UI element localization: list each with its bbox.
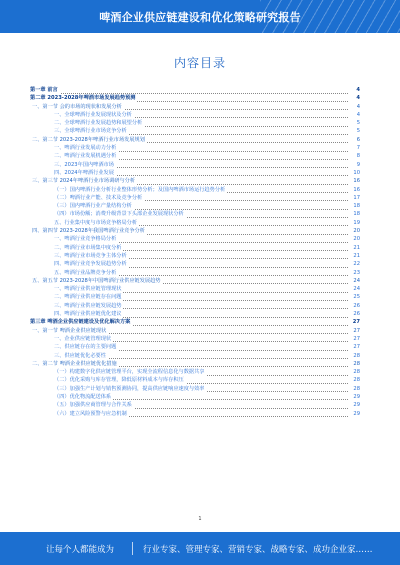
toc-entry[interactable] <box>30 285 360 293</box>
toc-entry[interactable] <box>30 360 360 368</box>
toc-entry[interactable] <box>30 202 360 210</box>
toc-entry-title: 五、第五节 2023-2028年中国啤酒行业供应链发展趋势 <box>32 277 161 284</box>
toc-entry-page: 27 <box>348 343 360 351</box>
toc-entry-title: （五）加强供应商管理与合作关系 <box>30 401 134 409</box>
toc-entry-page: 27 <box>348 335 360 343</box>
toc-entry[interactable] <box>30 401 360 409</box>
toc-entry-page: 24 <box>348 277 360 285</box>
toc-entry-page: 9 <box>348 161 360 169</box>
page-footer <box>0 532 400 565</box>
toc-entry-page: 24 <box>348 285 360 293</box>
toc-entry[interactable] <box>30 119 360 127</box>
toc-entry[interactable] <box>30 252 360 260</box>
toc-entry-page: 28 <box>348 376 360 384</box>
toc-entry-page: 29 <box>348 401 360 409</box>
toc-entry-page: 18 <box>348 202 360 210</box>
toc-entry[interactable] <box>30 227 360 235</box>
toc-entry[interactable] <box>30 385 360 393</box>
toc-entry-page: 5 <box>348 119 360 127</box>
toc-entry-title: 三、供应链优化必要性 <box>30 352 108 360</box>
toc-entry-page: 19 <box>348 219 360 227</box>
toc-entry[interactable] <box>30 269 360 277</box>
toc-entry-title: （四）优化物流配送体系 <box>30 393 113 401</box>
toc-entry[interactable] <box>30 136 360 144</box>
toc-entry-page: 28 <box>348 368 360 376</box>
toc-entry[interactable] <box>30 327 360 335</box>
toc-heading: 内容目录 <box>173 56 226 70</box>
toc-entry-title: 四、第四节 2023-2028年我国啤酒行业竞争分析 <box>32 228 145 235</box>
toc-entry-title: 二、啤酒行业市场集中度分析 <box>30 244 123 252</box>
toc-entry-title: （一）国内啤酒行业分析行业整体形势分析；及国内啤酒市场运行趋势分析 <box>30 186 227 194</box>
toc-entry-page: 26 <box>348 310 360 318</box>
toc-entry-page: 21 <box>348 244 360 252</box>
toc-entry-page: 28 <box>348 385 360 393</box>
footer-tagline: 行业专家、管理专家、营销专家、战略专家、成功企业家…… <box>143 545 373 555</box>
toc-entry-title: （三）国内啤酒行业产量结构分析 <box>30 202 134 210</box>
toc-entry-title: 三、啤酒行业供应链发展趋势 <box>30 302 123 310</box>
toc-entry-page: 29 <box>348 393 360 401</box>
toc-entry-title: （一）构建数字化供应链管理平台，实现全流程信息化与数据共享 <box>30 368 206 376</box>
toc-entry[interactable] <box>30 127 360 135</box>
toc-entry[interactable] <box>30 393 360 401</box>
footer-divider <box>132 542 133 555</box>
toc-entry-title: 三、2023年国内啤酒市场 <box>30 161 116 169</box>
toc-entry-page: 7 <box>348 144 360 152</box>
toc-entry-title: 一、啤酒行业竞争格局分析 <box>30 235 118 243</box>
toc-entry-title: 二、供应链存在的主要问题 <box>30 343 118 351</box>
toc-entry-page: 4 <box>348 111 360 119</box>
toc-entry[interactable] <box>30 277 360 285</box>
toc-entry-title: 三、全球啤酒行业市场竞争分析 <box>30 127 129 135</box>
toc-entry-page: 6 <box>348 136 360 144</box>
page-header <box>0 0 400 33</box>
toc-entry[interactable] <box>30 318 360 326</box>
toc-entry[interactable] <box>30 310 360 318</box>
toc-entry-title: （三）加强生产计划与销售预测协同，提高供应链响应速度与效率 <box>30 385 206 393</box>
toc-entry[interactable] <box>30 177 360 185</box>
toc-entry-title: 一、第一节 啤酒企业供应链现状 <box>32 327 107 334</box>
toc-entry[interactable] <box>30 376 360 384</box>
toc-entry[interactable] <box>30 244 360 252</box>
toc-entry-page: 16 <box>348 177 360 185</box>
toc-entry-page: 4 <box>348 86 360 94</box>
toc-entry-page: 29 <box>348 410 360 418</box>
toc-entry-title: 五、啤酒行业品牌竞争分析 <box>30 269 118 277</box>
report-title: 啤酒企业供应链建设和优化策略研究报告 <box>99 11 301 24</box>
toc-entry-page: 8 <box>348 152 360 160</box>
toc-entry[interactable] <box>30 302 360 310</box>
toc-entry-title: 二、第二节 2023-2028年啤酒行业市场发展规划 <box>32 136 145 143</box>
toc-entry-page: 16 <box>348 186 360 194</box>
toc-entry[interactable] <box>30 210 360 218</box>
toc-entry-title: 一、啤酒行业供应链管理现状 <box>30 285 123 293</box>
toc-entry-page: 20 <box>348 227 360 235</box>
toc-entry[interactable] <box>30 293 360 301</box>
toc-entry[interactable] <box>30 260 360 268</box>
toc-entry-title: 四、啤酒行业供应链优化建议 <box>30 310 123 318</box>
toc-entry-title: 二、全球啤酒行业发展趋势和展望分析 <box>30 119 144 127</box>
toc-entry[interactable] <box>30 335 360 343</box>
toc-entry-title: 一、啤酒行业发展动力分析 <box>30 144 118 152</box>
toc-entry-title: （二）优化采购与库存管理，降低原材料成本与库存积压 <box>30 376 186 384</box>
toc-entry-page: 17 <box>348 194 360 202</box>
toc-entry[interactable] <box>30 343 360 351</box>
toc-entry[interactable] <box>30 103 360 111</box>
toc-entry[interactable] <box>30 161 360 169</box>
toc-entry-title: 三、啤酒行业市场竞争主体分析 <box>30 252 129 260</box>
toc-entry[interactable] <box>30 368 360 376</box>
toc-entry-title: 二、第二节 啤酒企业供应链优化措施 <box>32 360 117 367</box>
toc-entry[interactable] <box>30 144 360 152</box>
toc-entry[interactable] <box>30 86 360 94</box>
toc-entry-page: 5 <box>348 127 360 135</box>
toc-leader-dots <box>30 86 348 94</box>
toc-entry[interactable] <box>30 94 360 102</box>
toc-entry-title: 一、第一节 会的市场的现状和发展分析 <box>32 103 122 110</box>
toc-entry[interactable] <box>30 219 360 227</box>
toc-entry[interactable] <box>30 186 360 194</box>
toc-entry-page: 4 <box>348 94 360 102</box>
toc-entry-title: 三、第三节 2024年啤酒行业市场调研与分析 <box>32 178 136 185</box>
toc-entry-page: 26 <box>348 302 360 310</box>
toc-entry-page: 28 <box>348 360 360 368</box>
toc-entry-title: 第三章 啤酒企业供应链建设及优化解决方案 <box>30 319 131 326</box>
toc-entry-page: 27 <box>348 318 360 326</box>
footer-slogan: 让每个人都能成为 <box>46 545 115 555</box>
toc-entry[interactable] <box>30 194 360 202</box>
toc-entry-page: 22 <box>348 260 360 268</box>
toc-entry-page: 23 <box>348 269 360 277</box>
toc-entry-title: （二）啤酒行业产能、技术及竞争分析 <box>30 194 144 202</box>
toc-entry[interactable] <box>30 169 360 177</box>
toc-entry-page: 27 <box>348 327 360 335</box>
toc-entry-title: 一、企业供应链管理现状 <box>30 335 113 343</box>
toc-entry-title: 五、行业集中度与市场竞争格局分析 <box>30 219 139 227</box>
toc-entry-page: 10 <box>348 169 360 177</box>
toc-entry-title: 二、啤酒行业供应链存在问题 <box>30 293 123 301</box>
toc-entry-title: 第二章 2023-2028年啤酒市场发展趋势预测 <box>30 95 136 102</box>
toc-entry-title: 四、啤酒行业竞争发展趋势分析 <box>30 260 129 268</box>
toc-entry-page: 28 <box>348 352 360 360</box>
toc-entry[interactable] <box>30 111 360 119</box>
toc-entry[interactable] <box>30 235 360 243</box>
toc-entry-title: 二、啤酒行业发展机遇分析 <box>30 152 118 160</box>
toc-entry-page: 25 <box>348 293 360 301</box>
toc-entry-title: 第一章 前言 <box>30 87 58 93</box>
toc-entry-page: 18 <box>348 210 360 218</box>
toc-entry-page: 4 <box>348 103 360 111</box>
toc-entry-title: （四）市场份额；消费升级背景下头部企业发展现状分析 <box>30 210 186 218</box>
page-number: 1 <box>198 516 202 522</box>
toc-entry-page: 20 <box>348 235 360 243</box>
table-of-contents <box>30 86 360 418</box>
toc-entry[interactable] <box>30 152 360 160</box>
toc-entry[interactable] <box>30 352 360 360</box>
toc-entry[interactable] <box>30 410 360 418</box>
toc-entry-title: （六）建立风险预警与应急机制 <box>30 410 129 418</box>
toc-entry-title: 四、2024年啤酒行业发展 <box>30 169 116 177</box>
toc-entry-page: 21 <box>348 252 360 260</box>
toc-entry-title: 一、全球啤酒行业发展现状及分析 <box>30 111 134 119</box>
